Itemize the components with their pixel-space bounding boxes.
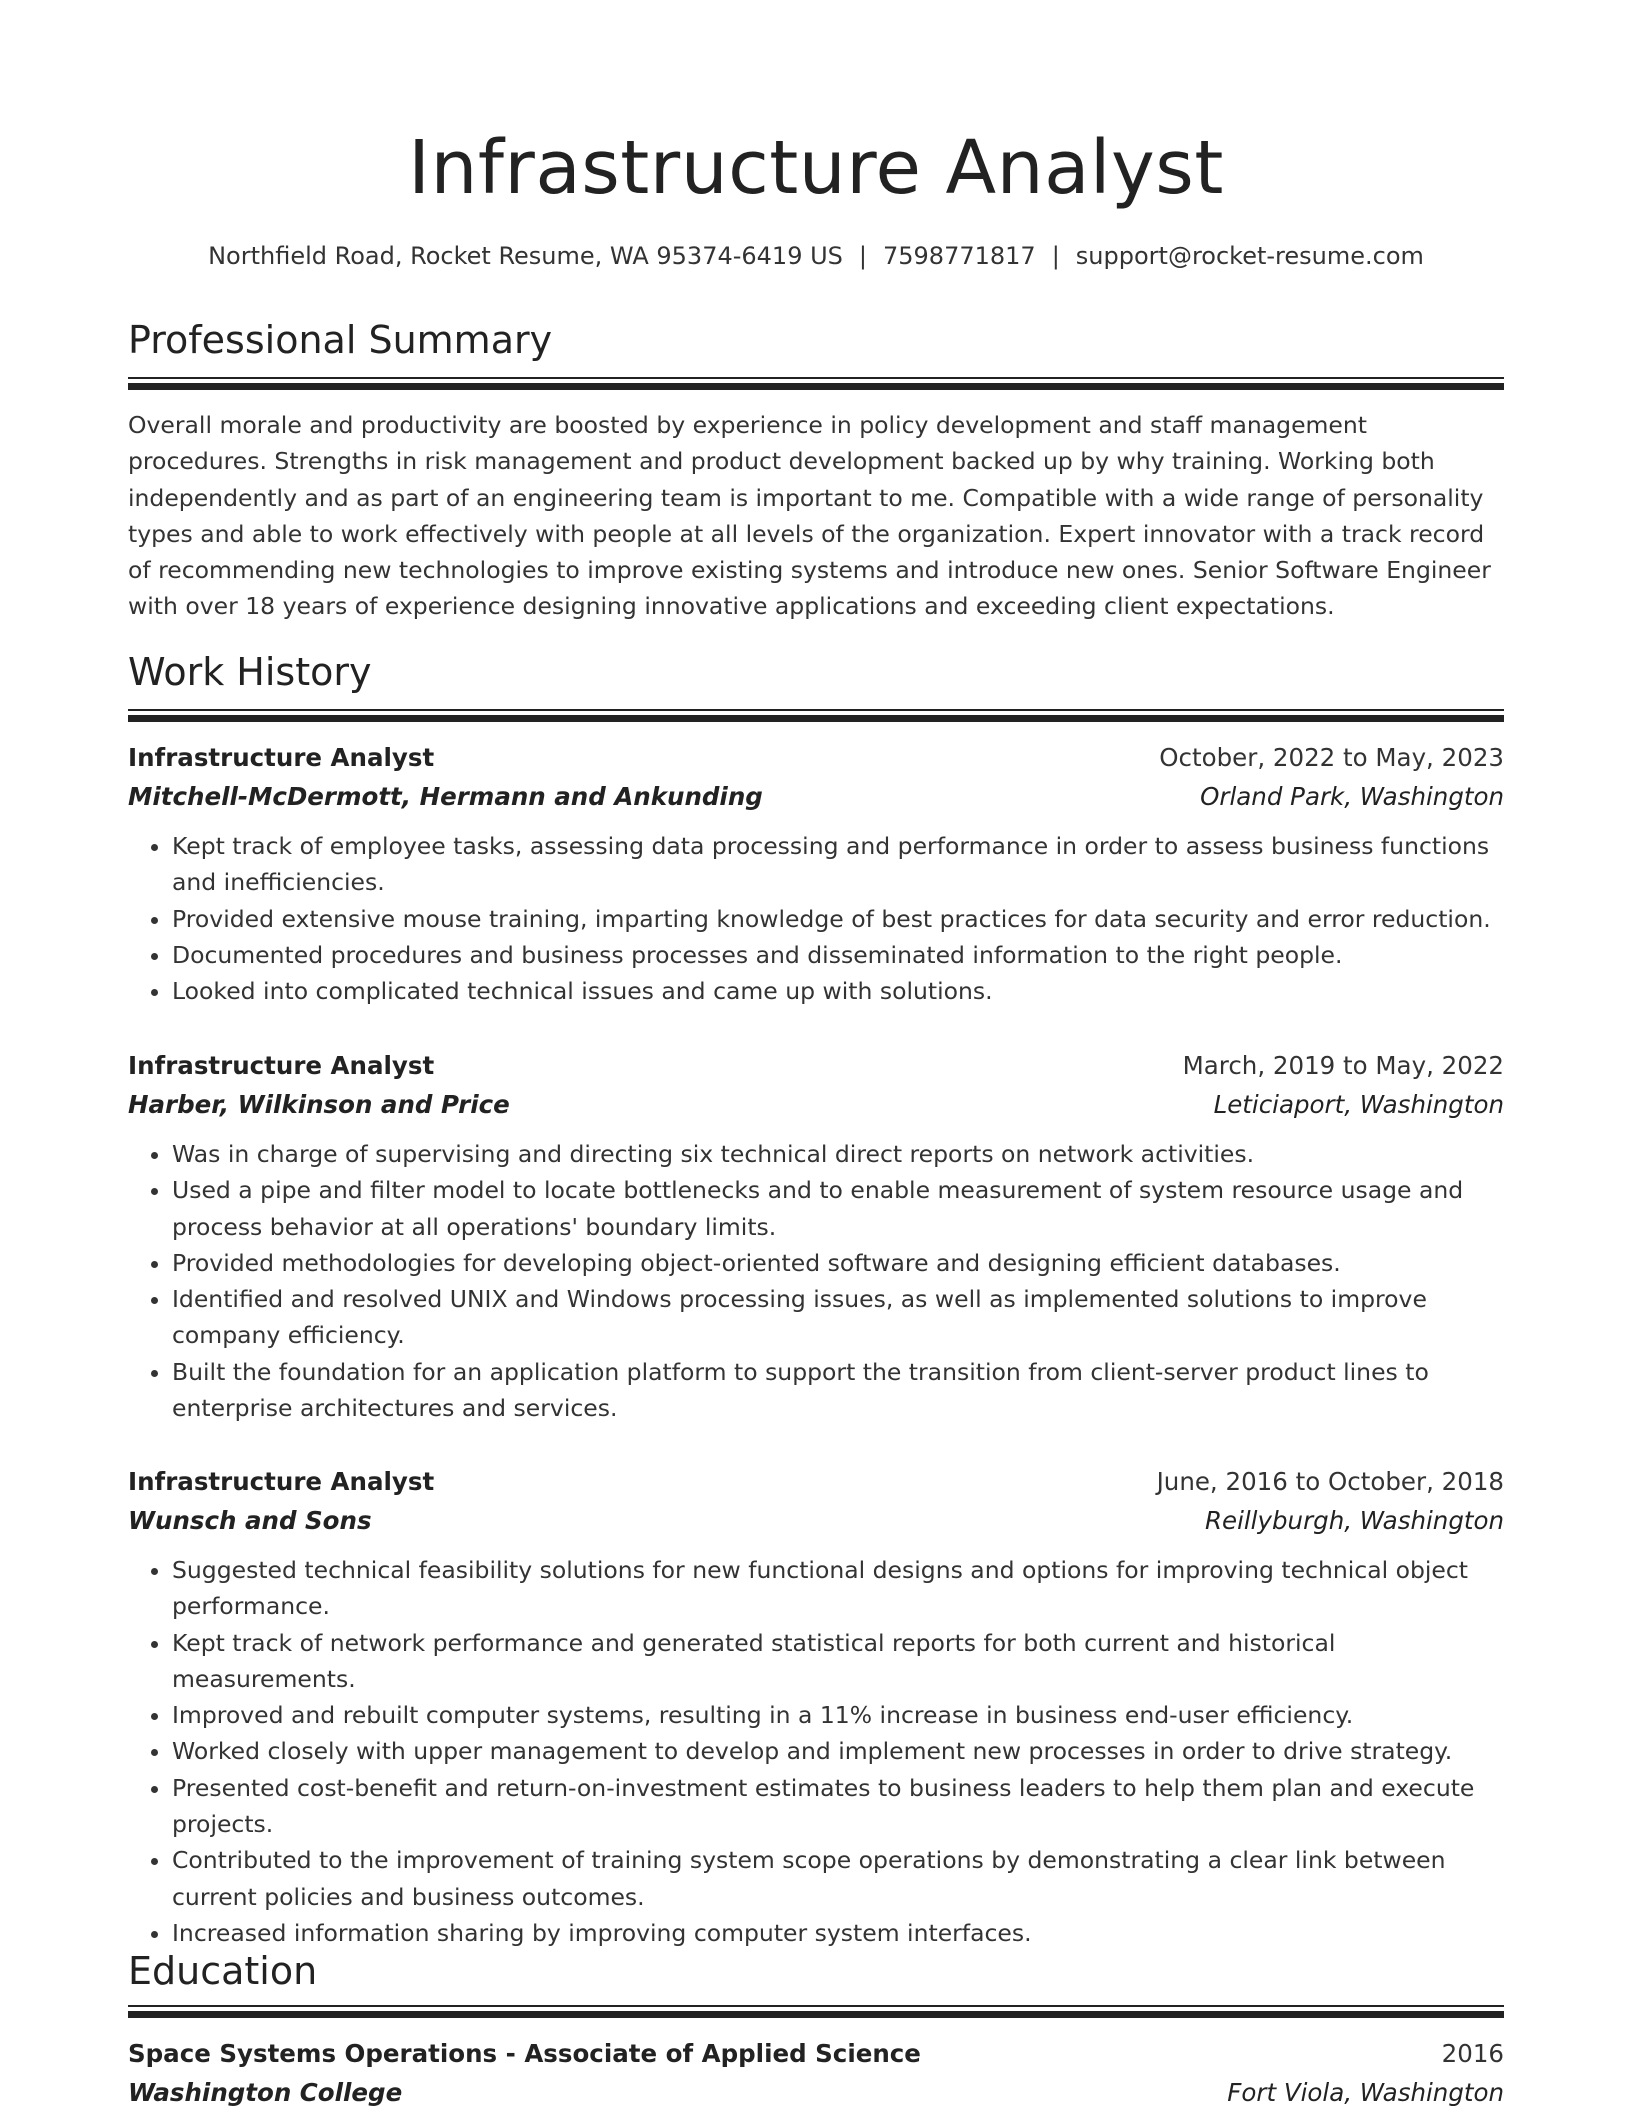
education-header [128,2034,1504,2073]
list-item: • Was in charge of supervising and directing six technical direct reports on network activities. [172,1136,1504,1172]
job-company: Harber, Wilkinson and Price [128,1090,510,1119]
job-dates: March, 2019 to May, 2022 [1182,1051,1504,1080]
candidate-name: Infrastructure Analyst [408,125,1224,211]
job-entry [128,738,1504,1009]
list-item: • Provided methodologies for developing object-oriented software and designing efficient databases. [172,1245,1504,1281]
section-title-education: Education [128,1949,318,1993]
contact-email: support@rocket-resume.com [1075,242,1424,270]
job-header [128,1046,1504,1085]
list-item: • Built the foundation for an application platform to support the transition from client-server product lines to enterprise architectures and services. [172,1354,1504,1427]
list-item: • Used a pipe and filter model to locate bottlenecks and to enable measurement of system resource usage and process behavior at all operations' boundary limits. [172,1172,1504,1245]
job-bullets [128,1552,1504,1951]
contact-address: Northfield Road, Rocket Resume, WA 95374-6419 US [208,242,843,270]
list-item: • Looked into complicated technical issues and came up with solutions. [172,973,1504,1009]
list-item: • Contributed to the improvement of training system scope operations by demonstrating a clear link between current policies and business outcomes. [172,1842,1504,1915]
list-item: • Increased information sharing by improving computer system interfaces. [172,1915,1504,1951]
section-divider [128,709,1504,723]
education-subheader [128,2073,1504,2112]
list-item: • Worked closely with upper management to develop and implement new processes in order to drive strategy. [172,1733,1504,1769]
education-entry [128,2034,1504,2112]
job-title: Infrastructure Analyst [128,1051,435,1080]
education-school: Washington College [128,2078,403,2107]
job-entry [128,1462,1504,1951]
contact-phone: 7598771817 [883,242,1036,270]
job-subheader [128,1501,1504,1540]
contact-separator: | [1051,242,1060,270]
job-location: Leticiaport, Washington [1213,1090,1504,1119]
job-bullets [128,1136,1504,1426]
list-item: • Provided extensive mouse training, imparting knowledge of best practices for data security and error reduction. [172,901,1504,937]
list-item: • Documented procedures and business processes and disseminated information to the right people. [172,937,1504,973]
education-location: Fort Viola, Washington [1227,2078,1504,2107]
list-item: • Kept track of employee tasks, assessing data processing and performance in order to assess business functions and inefficiencies. [172,828,1504,901]
education-degree: Space Systems Operations - Associate of Applied Science [128,2039,921,2068]
contact-separator: | [858,242,867,270]
job-entry [128,1046,1504,1426]
job-bullets [128,828,1504,1009]
job-title: Infrastructure Analyst [128,743,435,772]
job-company: Mitchell-McDermott, Hermann and Ankunding [128,782,763,811]
section-divider [128,2005,1504,2019]
job-dates: October, 2022 to May, 2023 [1159,743,1504,772]
job-title: Infrastructure Analyst [128,1467,435,1496]
job-dates: June, 2016 to October, 2018 [1156,1467,1504,1496]
list-item: • Identified and resolved UNIX and Windows processing issues, as well as implemented solutions to improve company efficiency. [172,1281,1504,1354]
summary-text: Overall morale and productivity are boosted by experience in policy development and staff management procedures. Strengths in risk management and product development backed up by why training. Working both independently and as part of an engineering team is important to me. Compatible with a wide range of personality types and able to work effectively with people at all levels of the organization. Expert innovator with a track record of recommending new technologies to improve existing systems and introduce new ones. Senior Software Engineer with over 18 years of experience designing innovative applications and exceeding client expectations. [128,411,1491,621]
list-item: • Kept track of network performance and generated statistical reports for both current and historical measurements. [172,1625,1504,1698]
list-item: • Suggested technical feasibility solutions for new functional designs and options for improving technical object performance. [172,1552,1504,1625]
job-location: Orland Park, Washington [1200,782,1504,811]
section-title-summary: Professional Summary [128,318,553,362]
job-header [128,1462,1504,1501]
list-item: • Presented cost-benefit and return-on-investment estimates to business leaders to help them plan and execute projects. [172,1770,1504,1843]
job-header [128,738,1504,777]
job-subheader [128,1085,1504,1124]
education-year: 2016 [1441,2039,1504,2068]
section-divider [128,377,1504,391]
job-subheader [128,777,1504,816]
section-title-work-history: Work History [128,650,372,694]
job-location: Reillyburgh, Washington [1204,1506,1504,1535]
list-item: • Improved and rebuilt computer systems, resulting in a 11% increase in business end-user efficiency. [172,1697,1504,1733]
job-company: Wunsch and Sons [128,1506,372,1535]
contact-line [128,238,1504,274]
